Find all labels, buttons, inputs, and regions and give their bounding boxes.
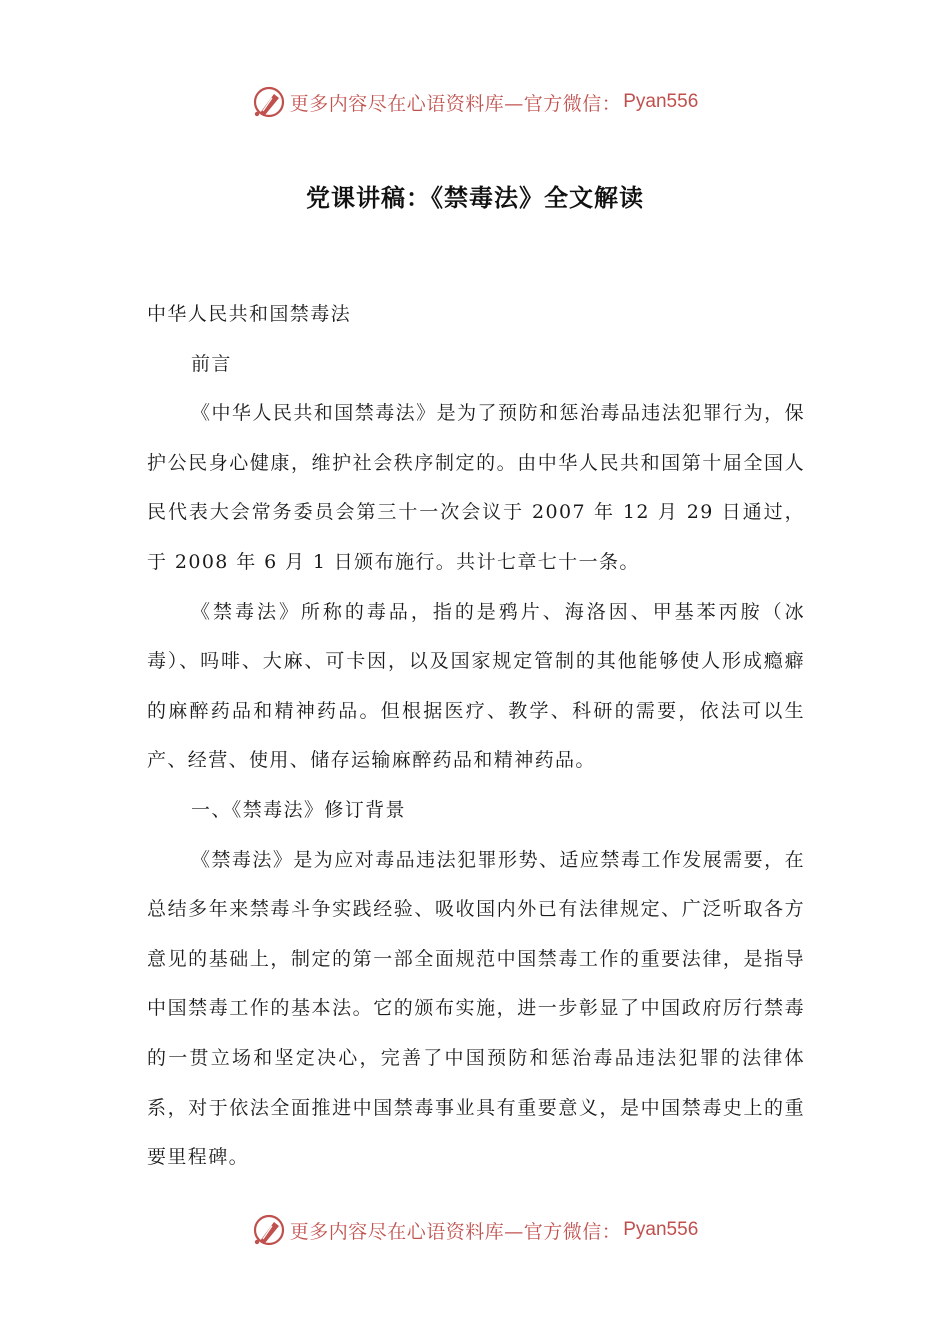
paragraph-background: 《禁毒法》是为应对毒品违法犯罪形势、适应禁毒工作发展需要，在总结多年来禁毒斗争实践经验、吸收国内外已有法律规定、广泛听取各方意见的基础上，制定的第一部全面规范中国禁毒工作的重要法律，是指导中国禁毒工作的基本法。它的颁布实施，进一步彰显了中国政府厉行禁毒的一贯立场和坚定决心，完善了中国预防和惩治毒品违法犯罪的法律体系，对于依法全面推进中国禁毒事业具有重要意义，是中国禁毒史上的重要里程碑。 <box>147 848 805 1169</box>
section-heading-background: 一、《禁毒法》修订背景 <box>191 798 406 821</box>
watermark-banner-bottom <box>0 1210 950 1250</box>
pen-nib-circle-icon <box>252 1213 286 1247</box>
document-title: 党课讲稿：《禁毒法》全文解读 <box>306 184 644 212</box>
watermark-text: 更多内容尽在心语资料库—官方微信： <box>289 1220 622 1243</box>
document-body <box>147 290 805 1183</box>
watermark-banner-top <box>0 82 950 122</box>
watermark-text: 更多内容尽在心语资料库—官方微信： <box>289 92 622 115</box>
watermark-wechat-id: Pyan556 <box>623 1219 699 1240</box>
pen-nib-circle-icon <box>252 85 286 119</box>
paragraph-drug-definition: 《禁毒法》所称的毒品，指的是鸦片、海洛因、甲基苯丙胺（冰毒）、吗啡、大麻、可卡因，以及国家规定管制的其他能够使人形成瘾癖的麻醉药品和精神药品。但根据医疗、教学、科研的需要，依法可以生产、经营、使用、储存运输麻醉药品和精神药品。 <box>147 600 805 772</box>
paragraph-law-name: 中华人民共和国禁毒法 <box>147 303 352 325</box>
paragraph-preface: 《中华人民共和国禁毒法》是为了预防和惩治毒品违法犯罪行为，保护公民身心健康，维护社会秩序制定的。由中华人民共和国第十届全国人民代表大会常务委员会第三十一次会议于 2007 年 12 月 29 日通过，于 2008 年 6 月 1 日颁布施行。共计七章七十一条。 <box>147 402 805 573</box>
watermark-wechat-id: Pyan556 <box>623 91 699 112</box>
paragraph-preface-heading: 前言 <box>191 352 232 375</box>
